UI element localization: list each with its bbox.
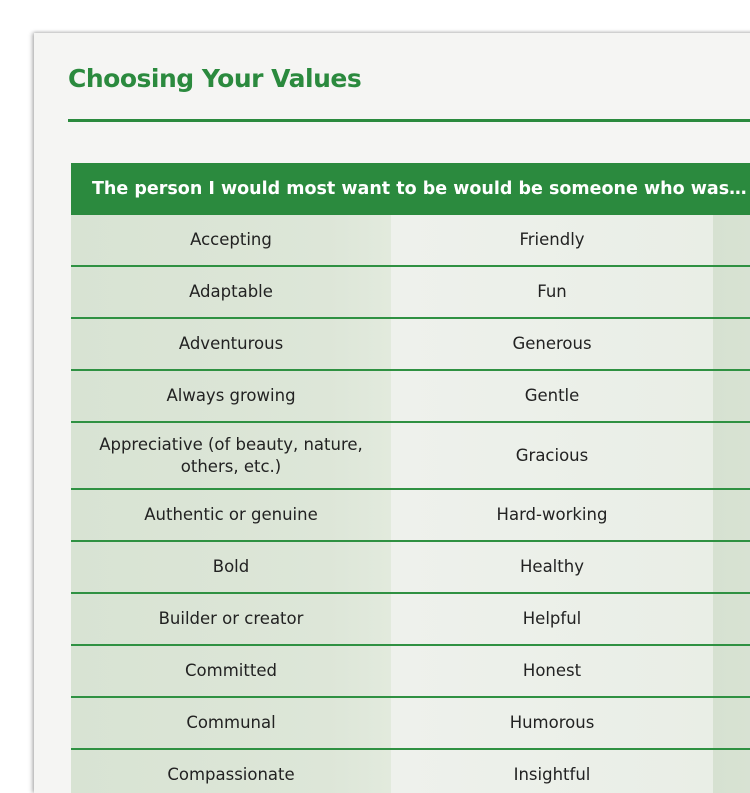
table-cell <box>713 490 750 540</box>
table-cell: Gracious <box>391 423 713 488</box>
table-header: The person I would most want to be would be someone who was… <box>71 163 750 215</box>
table-cell <box>713 698 750 748</box>
table-cell: Helpful <box>391 594 713 644</box>
table-row <box>71 646 750 698</box>
table-cell <box>713 267 750 317</box>
table-cell: Humorous <box>391 698 713 748</box>
table-cell <box>713 319 750 369</box>
table-cell <box>713 646 750 696</box>
table-cell: Insightful <box>391 750 713 793</box>
title-divider <box>68 119 750 122</box>
table-row <box>71 750 750 793</box>
table-cell <box>713 750 750 793</box>
table-cell <box>713 215 750 265</box>
table-row <box>71 215 750 267</box>
table-cell: Accepting <box>71 215 391 265</box>
table-cell: Always growing <box>71 371 391 421</box>
table-cell: Gentle <box>391 371 713 421</box>
values-table <box>71 163 750 793</box>
table-cell: Bold <box>71 542 391 592</box>
table-cell: Fun <box>391 267 713 317</box>
worksheet-page <box>34 33 750 793</box>
table-row <box>71 423 750 490</box>
table-row <box>71 542 750 594</box>
table-cell: Communal <box>71 698 391 748</box>
table-cell: Adaptable <box>71 267 391 317</box>
table-cell: Hard-working <box>391 490 713 540</box>
table-row <box>71 698 750 750</box>
table-cell: Honest <box>391 646 713 696</box>
table-cell <box>713 423 750 488</box>
table-cell <box>713 594 750 644</box>
table-row <box>71 594 750 646</box>
table-cell: Generous <box>391 319 713 369</box>
table-cell: Committed <box>71 646 391 696</box>
table-row <box>71 490 750 542</box>
table-cell: Friendly <box>391 215 713 265</box>
table-cell: Healthy <box>391 542 713 592</box>
table-cell: Builder or creator <box>71 594 391 644</box>
table-row <box>71 319 750 371</box>
table-cell: Authentic or genuine <box>71 490 391 540</box>
table-row <box>71 371 750 423</box>
table-row <box>71 267 750 319</box>
table-cell <box>713 542 750 592</box>
table-cell <box>713 371 750 421</box>
table-cell: Appreciative (of beauty, nature, others, etc.) <box>71 423 391 488</box>
table-cell: Compassionate <box>71 750 391 793</box>
page-title: Choosing Your Values <box>68 64 362 93</box>
table-cell: Adventurous <box>71 319 391 369</box>
